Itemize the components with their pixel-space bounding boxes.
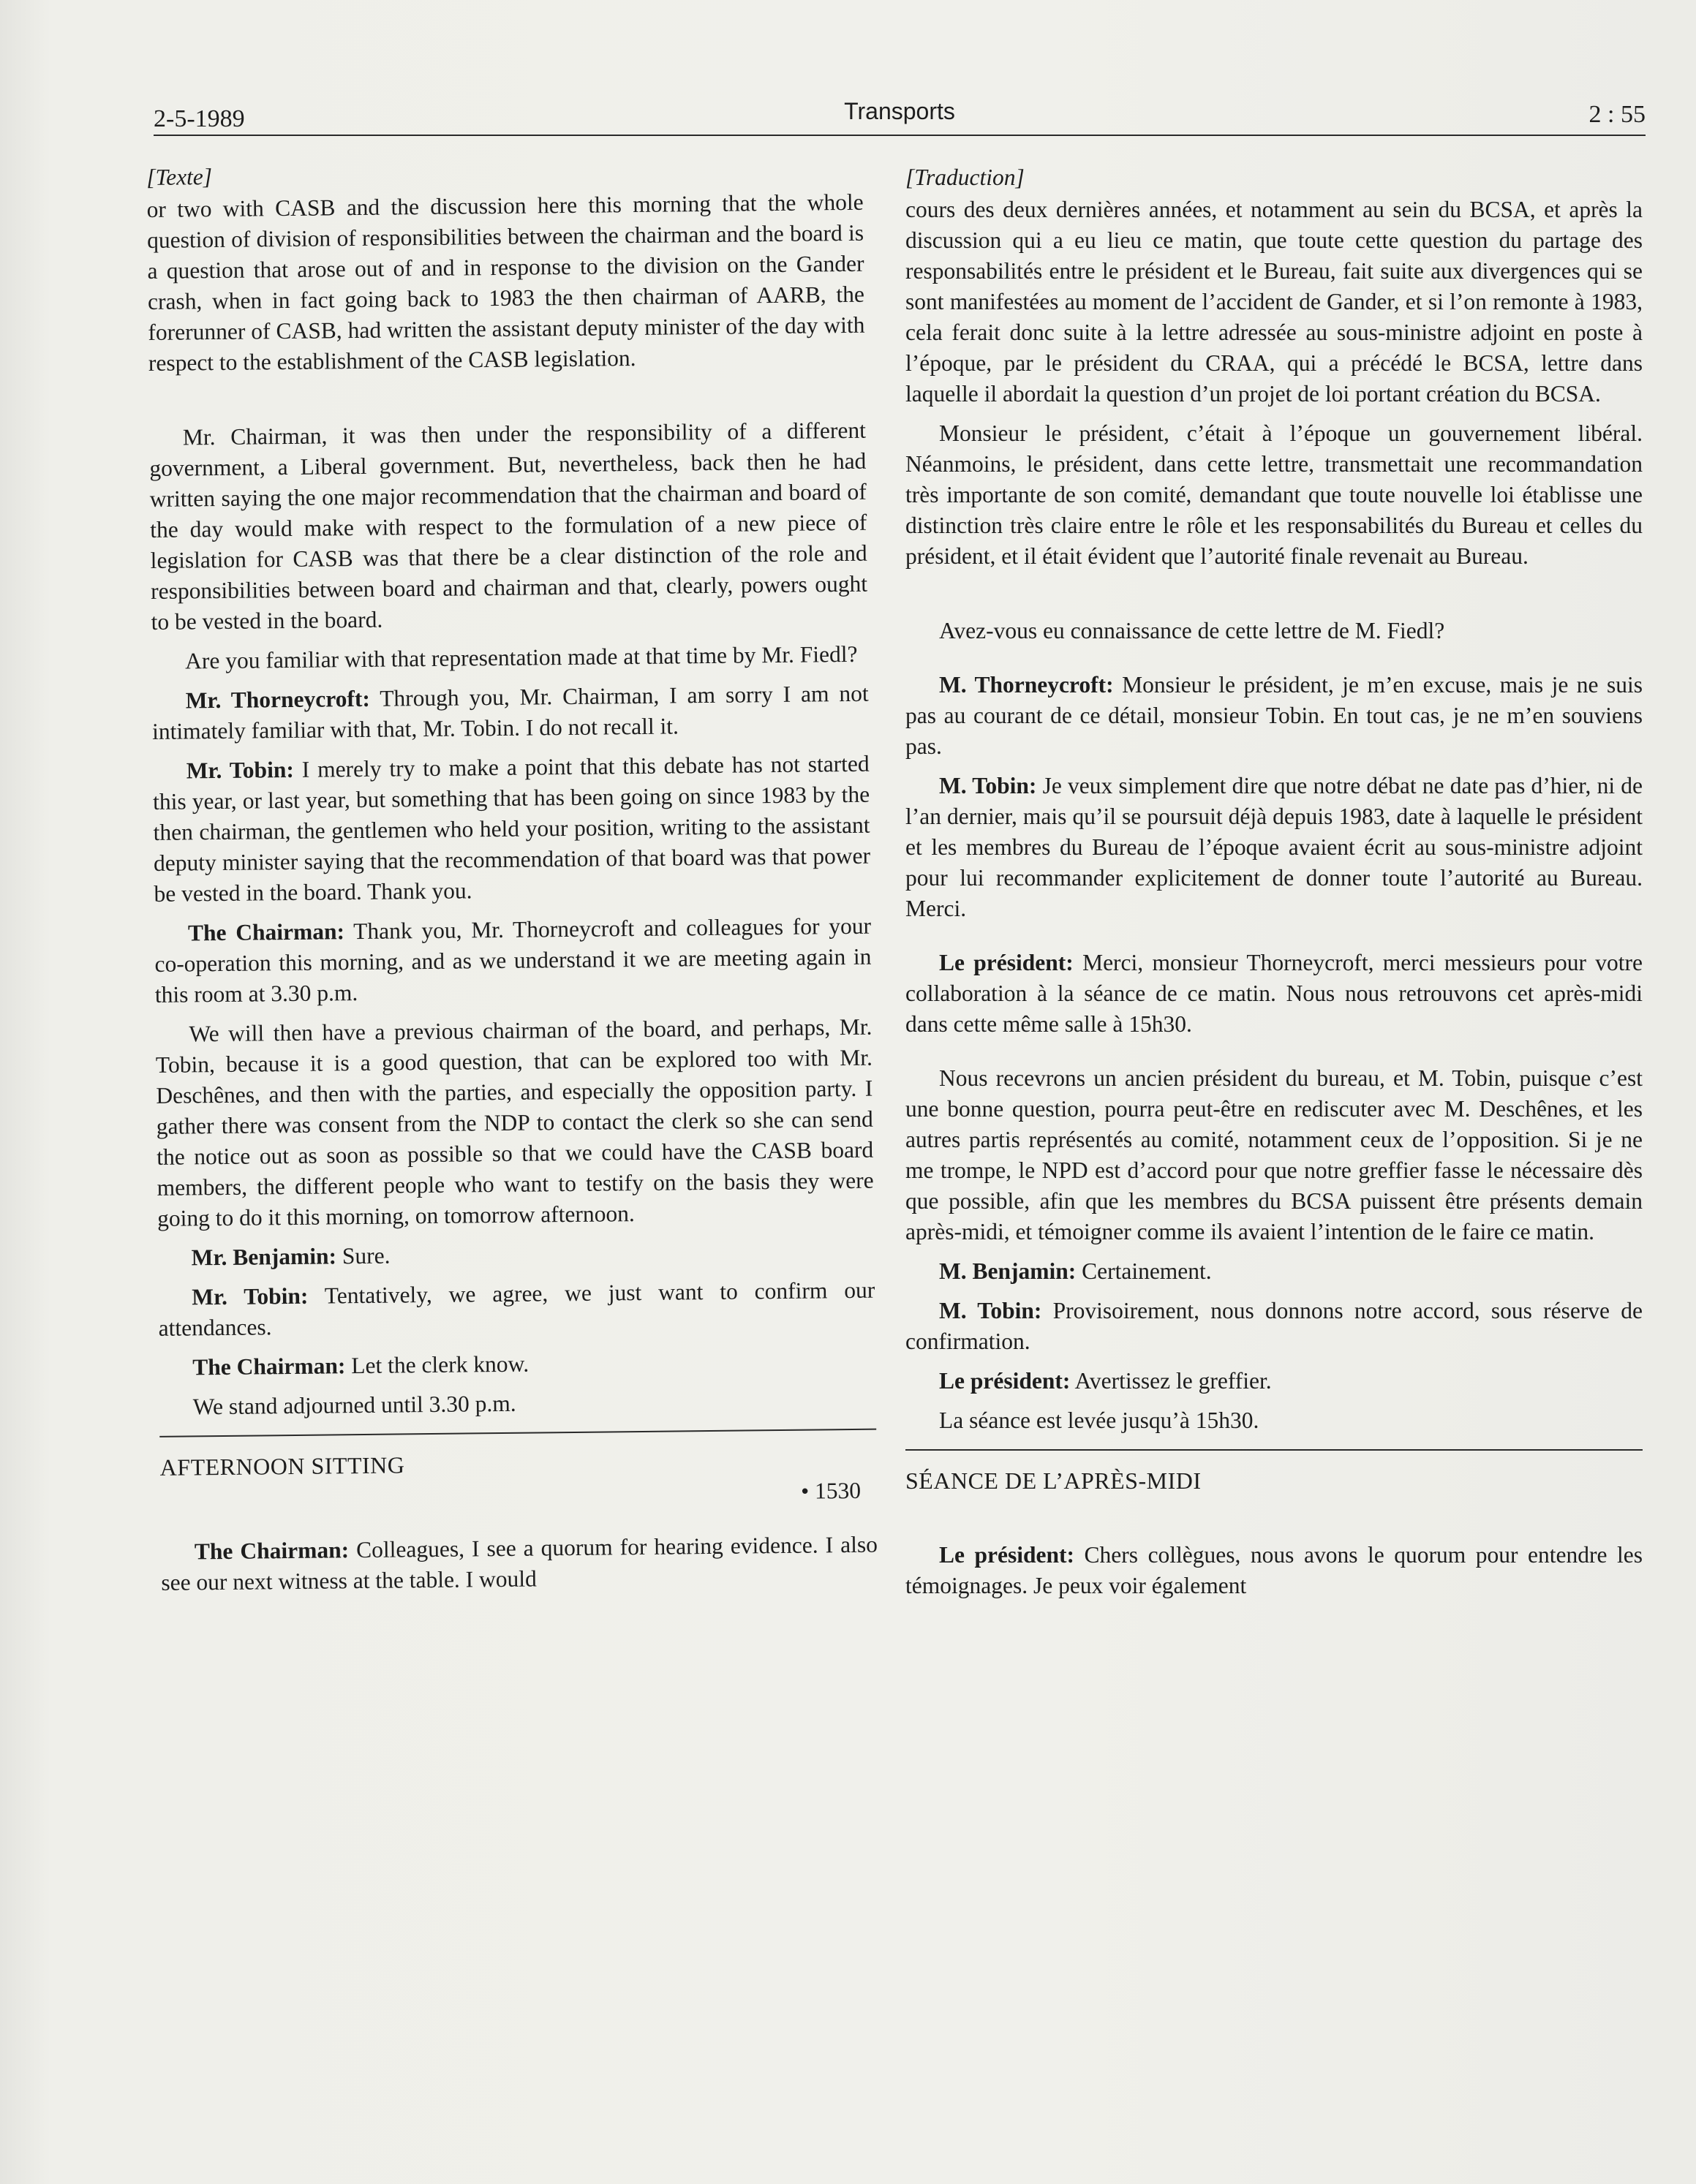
paragraph: Nous recevrons un ancien président du bureau, et M. Tobin, puisque c’est une bonne question, pourra peut-être en rediscuter avec M. Deschênes, et les autres partis représentés au comité, notamment ceux de l’opposition. Si je ne me trompe, le NPD est d’accord pour que notre greffier fasse le nécessaire dès que possible, afin que les membres du BCSA puissent être présents demain après-midi, et témoigner comme ils avaient l’intention de le faire ce matin. — [905, 1065, 1643, 1244]
header-date: 2-5-1989 — [154, 105, 245, 132]
section-rule — [905, 1449, 1643, 1451]
speaker-name: M. Tobin: — [939, 773, 1037, 798]
speaker-name: Mr. Tobin: — [192, 1282, 309, 1310]
speech-text: Avertissez le greffier. — [1070, 1368, 1272, 1394]
speech-text: Chers collègues, nous avons le quorum pour entendre les témoignages. Je peux voir également — [905, 1542, 1643, 1598]
paragraph: Monsieur le président, c’était à l’époque un gouvernement libéral. Néanmoins, le président, dans cette lettre, transmettait une recommandation très importante de son comité, demandant que toute nouvelle loi établisse une distinction très claire entre le rôle et les responsabilités du Bureau et celles du président, et il était évident que l’autorité finale revenait au Bureau. — [905, 420, 1643, 569]
paragraph: cours des deux dernières années, et notamment au sein du BCSA, et après la discussion qui a eu lieu ce matin, que toute cette question du partage des responsabilités entre le président et le Bureau, fait suite aux divergences qui se sont manifestées au moment de l’accident de Gander, et si l’on remonte à 1983, cela ferait donc suite à la lettre adressée au sous-ministre adjoint en poste à l’époque, par le président du CRAA, qui a précédé le BCSA, lettre dans laquelle il abordait la question d’un projet de loi portant création du BCSA. — [905, 197, 1643, 407]
speaker-name: M. Benjamin: — [939, 1258, 1077, 1284]
language-label: [Texte] — [146, 164, 213, 190]
speaker-name: The Chairman: — [187, 918, 345, 946]
speech — [154, 911, 872, 1010]
paragraph: Are you familiar with that representation made at that time by Mr. Fiedl? — [184, 641, 858, 674]
paragraph: We stand adjourned until 3.30 p.m. — [192, 1390, 516, 1420]
speaker-name: Mr. Thorneycroft: — [185, 685, 371, 714]
paragraph: We will then have a previous chairman of the board, and perhaps, Mr. Tobin, because it is a good question, that can be explored too with Mr. Deschênes, and then with the parties, and especially the opposition party. I gather there was consent from the NDP to contact the clerk so she can send the notice out as soon as possible so that we could have the CASB board members, the different people who want to testify on the basis they were going to do it this morning, on tomorrow afternoon. — [155, 1013, 874, 1231]
speech-text: Provisoirement, nous donnons notre accord, sous réserve de confirmation. — [905, 1298, 1643, 1354]
speech-text: I merely try to make a point that this debate has not started this year, or last year, but something that has been going on since 1983 by the then chairman, the gentlemen who held your position, writing to the assistant deputy minister saying that the recommendation of that board was that power be vested in the board. Thank you. — [152, 750, 871, 907]
speech — [905, 1366, 1643, 1397]
speech-text: Je veux simplement dire que notre débat ne date pas d’hier, ni de l’an dernier, mais qu’il se poursuit déjà depuis 1983, date à laquelle le président et les membres du Bureau de l’époque avaient écrit au sous-ministre adjoint pour lui recommander explicitement de donner toute l’autorité au Bureau. Merci. — [905, 773, 1643, 921]
speaker-name: Le président: — [939, 1368, 1071, 1394]
speech-text: Monsieur le président, je m’en excuse, mais je ne suis pas au courant de ce détail, monsieur Tobin. En tout cas, je ne m’en souviens pas. — [905, 672, 1643, 759]
speech-text: Through you, Mr. Chairman, I am sorry I am not intimately familiar with that, Mr. Tobin. I do not recall it. — [151, 680, 869, 744]
speech-text: Certainement. — [1076, 1258, 1212, 1284]
speaker-name: The Chairman: — [192, 1353, 346, 1380]
language-label: [Traduction] — [905, 165, 1025, 190]
header-title: Transports — [844, 98, 955, 124]
speech — [905, 1296, 1643, 1357]
speaker-name: Mr. Benjamin: — [191, 1243, 337, 1271]
speech — [153, 749, 871, 910]
section-title: SÉANCE DE L’APRÈS-MIDI — [905, 1467, 1202, 1494]
header-page-number: 2 : 55 — [1588, 101, 1646, 128]
speaker-name: M. Tobin: — [939, 1298, 1042, 1323]
speech — [905, 771, 1643, 924]
english-column — [146, 155, 878, 1598]
speaker-name: Mr. Tobin: — [186, 756, 295, 784]
speech — [905, 948, 1643, 1040]
speech-text: Merci, monsieur Thorneycroft, merci messieurs pour votre collaboration à la séance de ce matin. Nous nous retrouvons cet après-midi dans cette même salle à 15h30. — [905, 950, 1643, 1037]
speech — [905, 1540, 1643, 1601]
speech — [151, 679, 869, 747]
speech — [905, 670, 1643, 762]
speaker-name: M. Thorneycroft: — [939, 672, 1114, 698]
speech-text: Colleagues, I see a quorum for hearing evidence. I also see our next witness at the table. I would — [161, 1531, 878, 1595]
paragraph: La séance est levée jusqu’à 15h30. — [939, 1407, 1259, 1433]
speaker-name: The Chairman: — [194, 1537, 350, 1565]
french-column — [905, 162, 1643, 1601]
speech-text: Thank you, Mr. Thorneycroft and colleagues for your co-operation this morning, and as we understand it we are meeting again in this room at 3.30 p.m. — [154, 912, 872, 1008]
paragraph: Avez-vous eu connaissance de cette lettre de M. Fiedl? — [939, 618, 1445, 643]
speech-text: Let the clerk know. — [345, 1350, 529, 1379]
header-rule — [154, 135, 1646, 136]
page-header — [154, 98, 1646, 135]
paragraph: or two with CASB and the discussion here this morning that the whole question of division of responsibilities between the chairman and the board is a question that arose out of and in response to the division on the Gander crash, when in fact going back to 1983 the then chairman of AARB, the forerunner of CASB, had written the assistant deputy minister of the day with respect to the establishment of the CASB legislation. — [146, 189, 865, 376]
speech — [905, 1256, 1643, 1287]
section-title: AFTERNOON SITTING — [159, 1451, 405, 1481]
section-rule — [159, 1429, 876, 1437]
speech-text: Tentatively, we agree, we just want to confirm our attendances. — [158, 1277, 875, 1341]
timestamp: • 1530 — [800, 1477, 862, 1504]
speaker-name: Le président: — [939, 1542, 1075, 1568]
speech — [158, 1275, 875, 1344]
speaker-name: Le président: — [939, 950, 1074, 975]
paragraph: Mr. Chairman, it was then under the responsibility of a different government, a Liberal government. But, nevertheless, back then he had written saying the one major recommendation that the chairman and board of the day would make with respect to the formulation of a new piece of legislation for CASB was that there be a clear distinction of the role and responsibilities between board and chairman and that, clearly, powers ought to be vested in the board. — [149, 417, 868, 635]
speech — [161, 1530, 878, 1598]
speech-text: Sure. — [336, 1242, 391, 1269]
